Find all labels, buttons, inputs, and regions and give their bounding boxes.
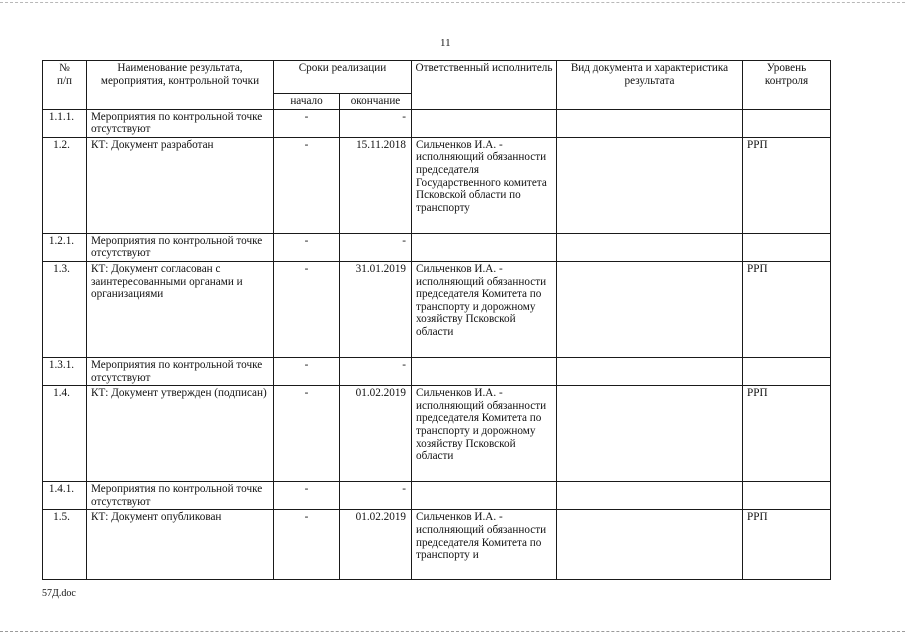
row-control-level: [743, 233, 831, 261]
footer-filename: 57Д.doc: [42, 588, 76, 599]
row-name: КТ: Документ согласован с заинтересованными органами и организациями: [87, 261, 274, 357]
row-end-date: -: [340, 109, 412, 137]
row-end-date: 15.11.2018: [340, 137, 412, 233]
row-start-date: -: [274, 357, 340, 385]
header-responsible: Ответственный исполнитель: [412, 61, 557, 110]
header-doc-type: Вид документа и характеристика результата: [557, 61, 743, 110]
row-responsible: [412, 357, 557, 385]
row-doc-type: [557, 261, 743, 357]
table-row: [43, 510, 831, 580]
header-level: Уровень контроля: [743, 61, 831, 110]
row-control-level: РРП: [743, 510, 831, 580]
row-number: 1.1.1.: [43, 109, 87, 137]
row-end-date: 01.02.2019: [340, 386, 412, 482]
header-start: начало: [274, 94, 340, 110]
table-body: [43, 109, 831, 580]
row-number: 1.2.: [43, 137, 87, 233]
table-row: [43, 261, 831, 357]
row-control-level: [743, 357, 831, 385]
row-responsible: [412, 233, 557, 261]
row-start-date: -: [274, 233, 340, 261]
row-number: 1.3.1.: [43, 357, 87, 385]
row-responsible: Сильченков И.А. - исполняющий обязанности председателя Комитета по транспорту и дорожному хозяйству Псковской области: [412, 261, 557, 357]
table-row: [43, 482, 831, 510]
header-end: окончание: [340, 94, 412, 110]
row-doc-type: [557, 233, 743, 261]
row-end-date: -: [340, 233, 412, 261]
row-responsible: Сильченков И.А. - исполняющий обязанности председателя Комитета по транспорту и дорожному хозяйству Псковской области: [412, 386, 557, 482]
row-start-date: -: [274, 510, 340, 580]
control-points-table: [42, 60, 831, 580]
row-start-date: -: [274, 109, 340, 137]
header-dates: Сроки реализации: [274, 61, 412, 94]
table-row: [43, 357, 831, 385]
row-control-level: [743, 482, 831, 510]
row-doc-type: [557, 109, 743, 137]
row-name: КТ: Документ опубликован: [87, 510, 274, 580]
row-end-date: -: [340, 482, 412, 510]
row-doc-type: [557, 137, 743, 233]
row-name: Мероприятия по контрольной точке отсутствуют: [87, 482, 274, 510]
header-num: № п/п: [43, 61, 87, 110]
scan-top-edge: [0, 2, 905, 3]
table-row: [43, 233, 831, 261]
row-doc-type: [557, 386, 743, 482]
row-name: Мероприятия по контрольной точке отсутствуют: [87, 357, 274, 385]
row-number: 1.4.1.: [43, 482, 87, 510]
row-control-level: РРП: [743, 386, 831, 482]
scan-bottom-edge: [0, 631, 905, 632]
header-name: Наименование результата, мероприятия, контрольной точки: [87, 61, 274, 110]
row-name: КТ: Документ разработан: [87, 137, 274, 233]
table-row: [43, 386, 831, 482]
row-responsible: Сильченков И.А. - исполняющий обязанности председателя Государственного комитета Псковской области по транспорту: [412, 137, 557, 233]
row-doc-type: [557, 357, 743, 385]
row-number: 1.3.: [43, 261, 87, 357]
row-end-date: 31.01.2019: [340, 261, 412, 357]
row-control-level: РРП: [743, 261, 831, 357]
row-control-level: [743, 109, 831, 137]
row-end-date: -: [340, 357, 412, 385]
table-row: [43, 137, 831, 233]
page-number: 11: [440, 37, 451, 49]
table-header-row: [43, 61, 831, 94]
row-number: 1.4.: [43, 386, 87, 482]
row-name: Мероприятия по контрольной точке отсутствуют: [87, 233, 274, 261]
table-row: [43, 109, 831, 137]
row-responsible: Сильченков И.А. - исполняющий обязанности председателя Комитета по транспорту и: [412, 510, 557, 580]
row-start-date: -: [274, 386, 340, 482]
row-doc-type: [557, 510, 743, 580]
row-end-date: 01.02.2019: [340, 510, 412, 580]
row-responsible: [412, 109, 557, 137]
row-name: Мероприятия по контрольной точке отсутствуют: [87, 109, 274, 137]
row-control-level: РРП: [743, 137, 831, 233]
row-start-date: -: [274, 482, 340, 510]
row-doc-type: [557, 482, 743, 510]
row-number: 1.5.: [43, 510, 87, 580]
row-responsible: [412, 482, 557, 510]
row-start-date: -: [274, 137, 340, 233]
row-start-date: -: [274, 261, 340, 357]
row-name: КТ: Документ утвержден (подписан): [87, 386, 274, 482]
row-number: 1.2.1.: [43, 233, 87, 261]
